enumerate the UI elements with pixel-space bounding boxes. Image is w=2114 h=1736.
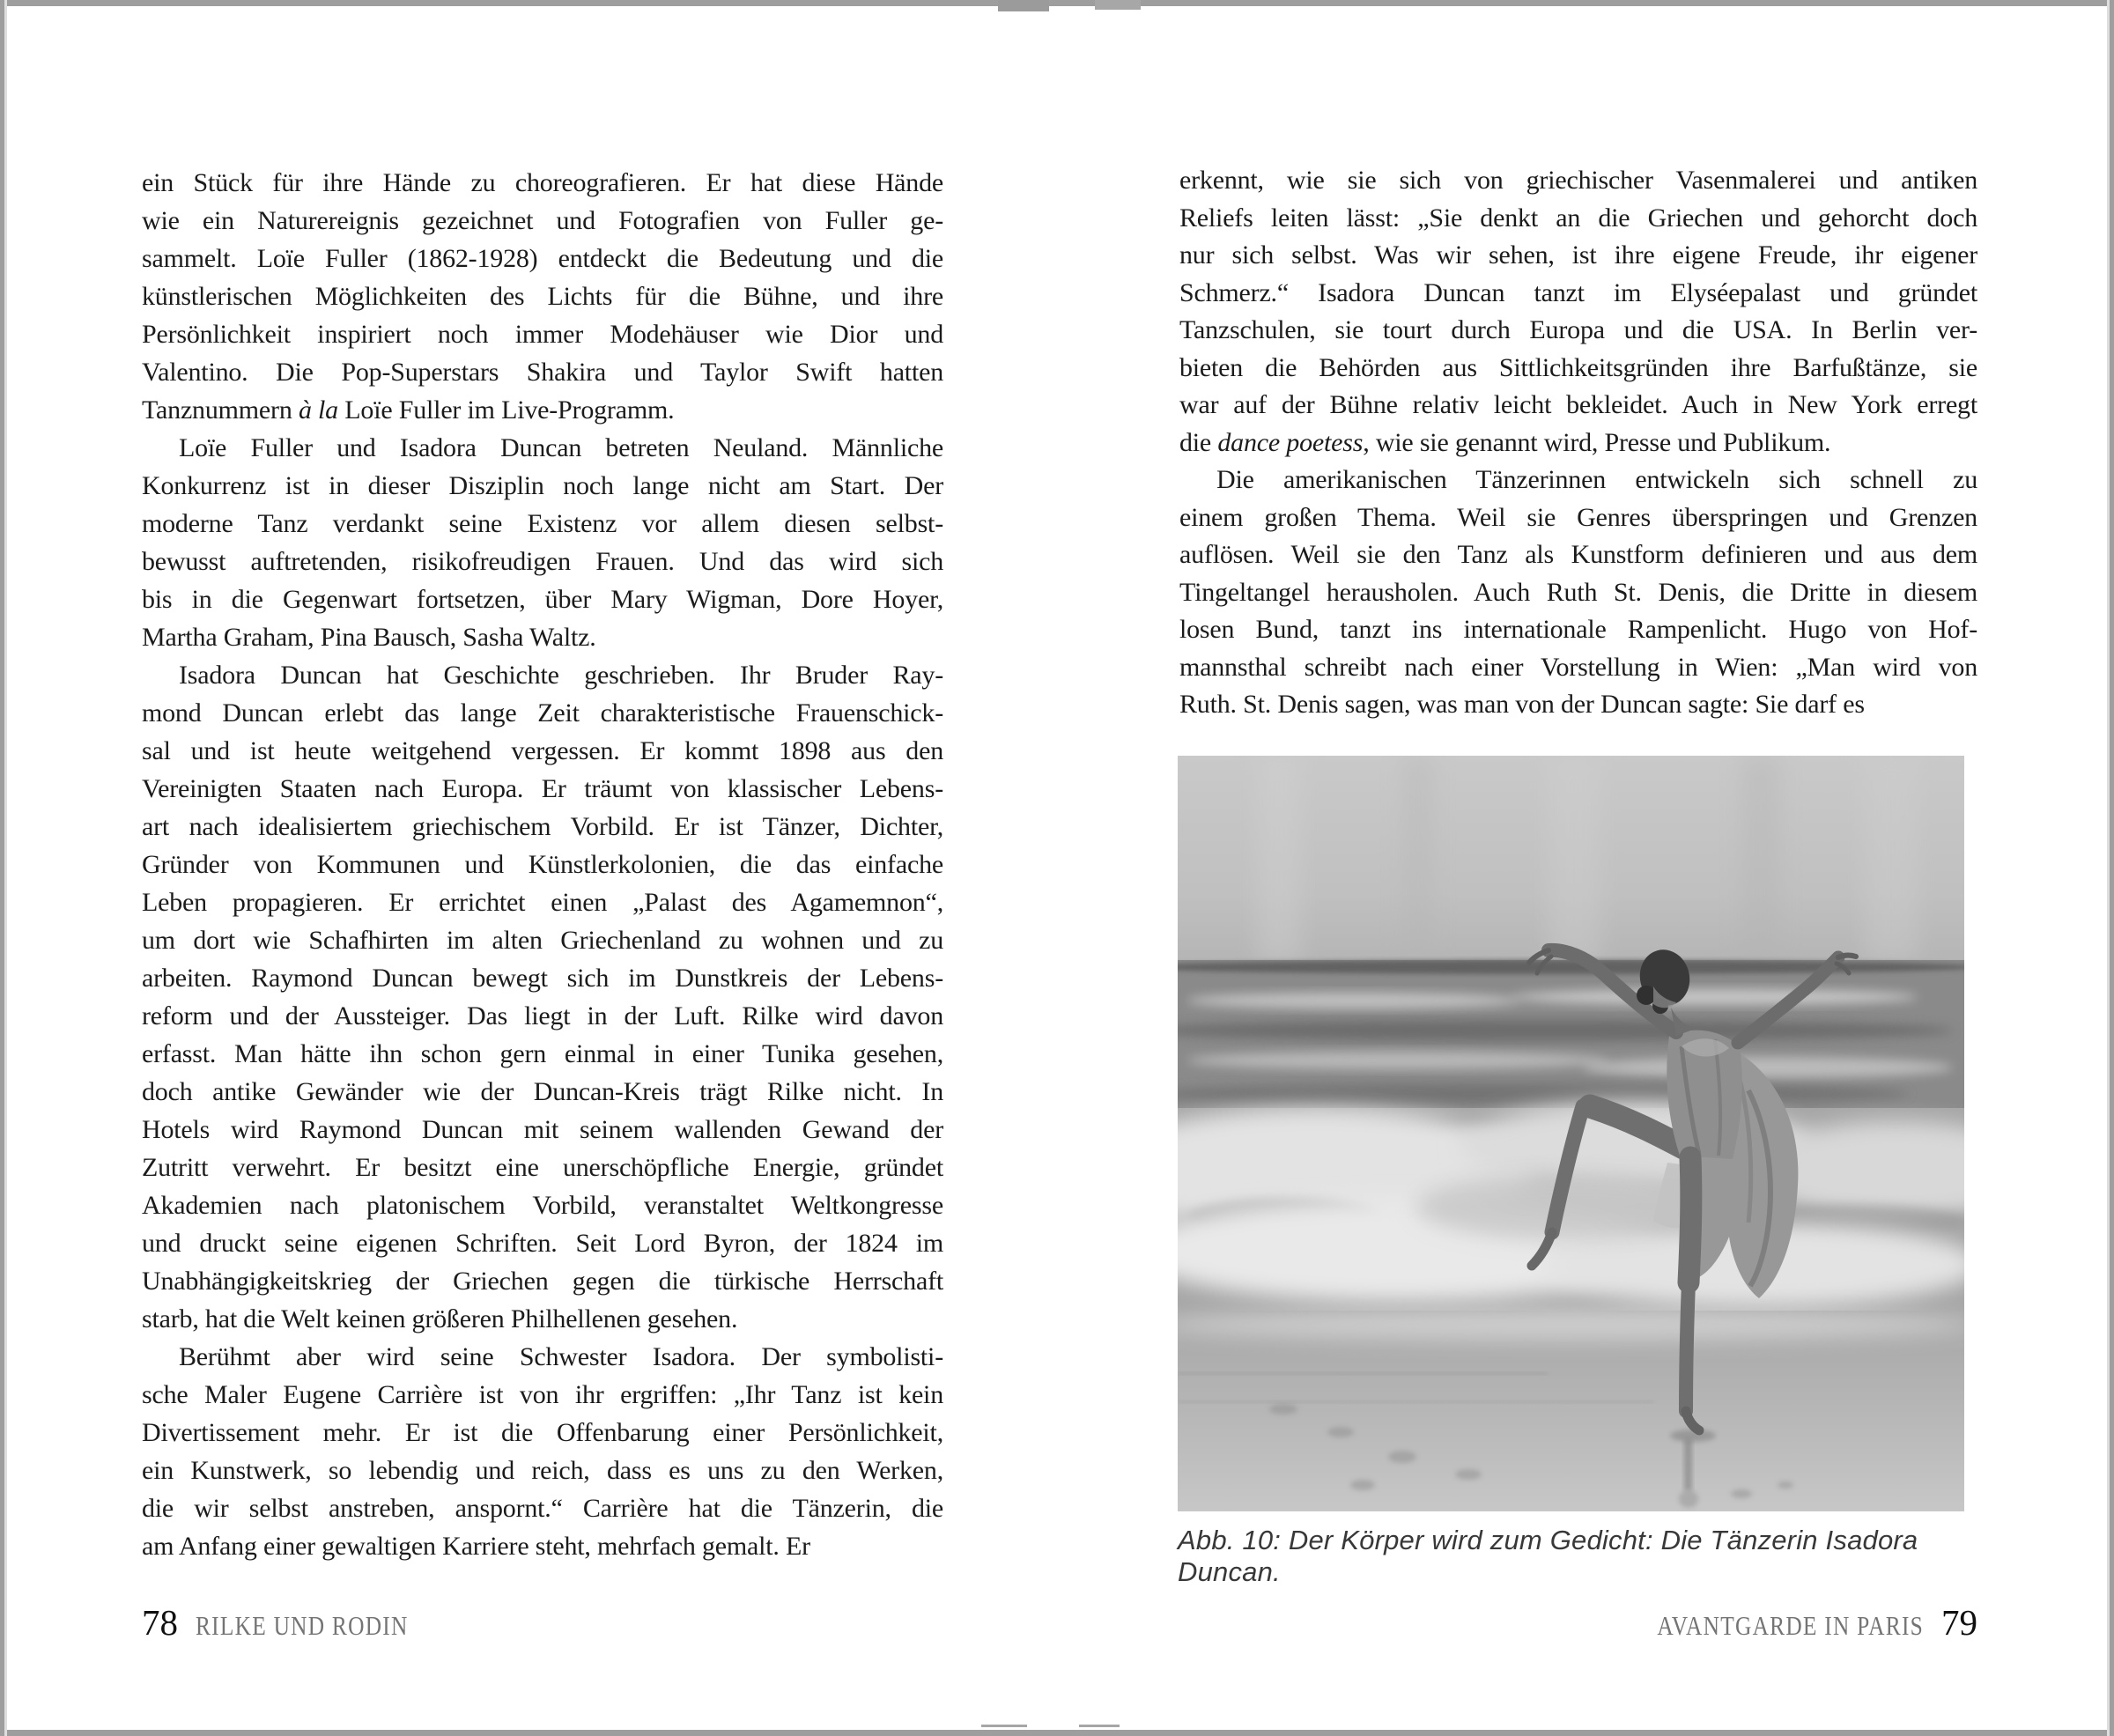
text-line: Tanznummern à la Loïe Fuller im Live-Programm.	[142, 395, 675, 425]
text-line: bis in die Gegenwart fortsetzen, über Mary Wigman, Dore Hoyer,	[142, 585, 943, 614]
text-line: Persönlichkeit inspiriert noch immer Modehäuser wie Dior und	[142, 320, 943, 349]
viewer-edge-bottom	[0, 1730, 2114, 1736]
viewer-edge-top	[0, 0, 2114, 6]
page-number: 79	[1941, 1602, 1977, 1643]
text-line: doch antike Gewänder wie der Duncan-Kreis trägt Rilke nicht. In	[142, 1077, 943, 1106]
text-line: reform und der Aussteiger. Das liegt in der Luft. Rilke wird davon	[142, 1001, 943, 1031]
text-line: sal und ist heute weitgehend vergessen. Er kommt 1898 aus den	[142, 736, 943, 765]
text-line: erkennt, wie sie sich von griechischer Vasenmalerei und antiken	[1179, 166, 1977, 195]
text-line: ein Stück für ihre Hände zu choreografieren. Er hat diese Hände	[142, 168, 943, 197]
text-line: künstlerischen Möglichkeiten des Lichts für die Bühne, und ihre	[142, 282, 943, 311]
running-title: AVANTGARDE IN PARIS	[1657, 1610, 1924, 1641]
text-line: Loïe Fuller und Isadora Duncan betreten Neuland. Männliche	[179, 433, 943, 462]
text-line: und druckt seine eigenen Schriften. Seit Lord Byron, der 1824 im	[142, 1229, 943, 1258]
text-line: einem großen Thema. Weil sie Genres überspringen und Grenzen	[1179, 502, 1977, 532]
text-line: art nach idealisiertem griechischem Vorbild. Er ist Tänzer, Dichter,	[142, 812, 943, 841]
left-page-footer	[142, 1603, 455, 1645]
viewer-edge-right-inner	[2107, 0, 2110, 1736]
viewer-edge-left-inner	[4, 0, 7, 1736]
text-line: moderne Tanz verdankt seine Existenz vor allem diesen selbst-	[142, 509, 943, 538]
text-line: Vereinigten Staaten nach Europa. Er träumt von klassischer Lebens-	[142, 774, 943, 803]
text-line: Isadora Duncan hat Geschichte geschrieben. Ihr Bruder Ray-	[179, 661, 943, 690]
left-page-text	[142, 164, 943, 1565]
text-line: ein Kunstwerk, so lebendig und reich, dass es uns zu den Werken,	[142, 1456, 943, 1485]
text-line: am Anfang einer gewaltigen Karriere steht, mehrfach gemalt. Er	[142, 1532, 810, 1561]
text-line: Konkurrenz ist in dieser Disziplin noch lange nicht am Start. Der	[142, 471, 943, 500]
text-line: Unabhängigkeitskrieg der Griechen gegen die türkische Herrschaft	[142, 1267, 943, 1296]
binding-clip-bottom-left	[981, 1725, 1027, 1727]
text-line: auflösen. Weil sie den Tanz als Kunstform definieren und aus dem	[1179, 540, 1977, 569]
figure-caption: Abb. 10: Der Körper wird zum Gedicht: Die Tänzerin Isadora Duncan.	[1178, 1525, 1918, 1587]
text-line: bewusst auftretenden, risikofreudigen Frauen. Und das wird sich	[142, 547, 943, 576]
binding-clip-top-left	[998, 0, 1049, 11]
text-line: sche Maler Eugene Carrière ist von ihr ergriffen: „Ihr Tanz ist kein	[142, 1380, 943, 1409]
text-line: Tanzschulen, sie tourt durch Europa und die USA. In Berlin ver-	[1179, 315, 1977, 344]
right-page-footer	[1179, 1603, 1977, 1645]
text-line: wie ein Naturereignis gezeichnet und Fotografien von Fuller ge-	[142, 206, 943, 235]
text-line: mond Duncan erlebt das lange Zeit charakteristische Frauenschick-	[142, 698, 943, 728]
text-line: um dort wie Schafhirten im alten Griechenland zu wohnen und zu	[142, 926, 943, 955]
text-line: Tingeltangel herausholen. Auch Ruth St. Denis, die Dritte in diesem	[1179, 577, 1977, 607]
binding-clip-bottom-right	[1079, 1725, 1120, 1727]
text-line: Die amerikanischen Tänzerinnen entwickeln sich schnell zu	[1216, 465, 1977, 494]
text-line: Valentino. Die Pop-Superstars Shakira und Taylor Swift hatten	[142, 358, 943, 387]
text-line: bieten die Behörden aus Sittlichkeitsgründen ihre Barfußtänze, sie	[1179, 352, 1977, 382]
text-line: Zutritt verwehrt. Er besitzt eine unerschöpfliche Energie, gründet	[142, 1153, 943, 1182]
page-number: 78	[142, 1602, 178, 1643]
text-line: Berühmt aber wird seine Schwester Isadora. Der symbolisti-	[179, 1342, 943, 1371]
text-line: Reliefs leiten lässt: „Sie denkt an die Griechen und gehorcht doch	[1179, 203, 1977, 233]
text-line: erfasst. Man hätte ihn schon gern einmal in einer Tunika gesehen,	[142, 1039, 943, 1068]
text-line: die dance poetess, wie sie genannt wird, Presse und Publikum.	[1179, 427, 1831, 457]
right-page-text	[1179, 162, 1977, 724]
text-line: arbeiten. Raymond Duncan bewegt sich im Dunstkreis der Lebens-	[142, 964, 943, 993]
running-title: RILKE UND RODIN	[196, 1610, 409, 1641]
text-line: Gründer von Kommunen und Künstlerkolonien, die das einfache	[142, 850, 943, 879]
text-line: losen Bund, tanzt ins internationale Rampenlicht. Hugo von Hof-	[1179, 615, 1977, 644]
isadora-duncan-photo	[1178, 756, 1964, 1511]
text-line: die wir selbst anstreben, anspornt.“ Carrière hat die Tänzerin, die	[142, 1494, 943, 1523]
text-line: Ruth. St. Denis sagen, was man von der Duncan sagte: Sie darf es	[1179, 690, 1865, 719]
text-line: Martha Graham, Pina Bausch, Sasha Waltz.	[142, 623, 596, 652]
text-line: Schmerz.“ Isadora Duncan tanzt im Elyséepalast und gründet	[1179, 277, 1977, 307]
text-line: sammelt. Loïe Fuller (1862-1928) entdeckt die Bedeutung und die	[142, 244, 943, 273]
beach-dancer-illustration	[1178, 756, 1964, 1511]
text-line: nur sich selbst. Was wir sehen, ist ihre eigene Freude, ihr eigener	[1179, 240, 1977, 270]
text-line: Hotels wird Raymond Duncan mit seinem wallenden Gewand der	[142, 1115, 943, 1144]
text-line: Leben propagieren. Er errichtet einen „Palast des Agamemnon“,	[142, 888, 943, 917]
text-line: Divertissement mehr. Er ist die Offenbarung einer Persönlichkeit,	[142, 1418, 943, 1447]
text-line: mannsthal schreibt nach einer Vorstellung in Wien: „Man wird von	[1179, 652, 1977, 682]
viewer-edge-right	[2110, 0, 2114, 1736]
text-line: war auf der Bühne relativ leicht bekleidet. Auch in New York erregt	[1179, 390, 1977, 419]
text-line: Akademien nach platonischem Vorbild, veranstaltet Weltkongresse	[142, 1191, 943, 1220]
binding-clip-top-right	[1095, 0, 1141, 10]
text-line: starb, hat die Welt keinen größeren Philhellenen gesehen.	[142, 1304, 738, 1333]
